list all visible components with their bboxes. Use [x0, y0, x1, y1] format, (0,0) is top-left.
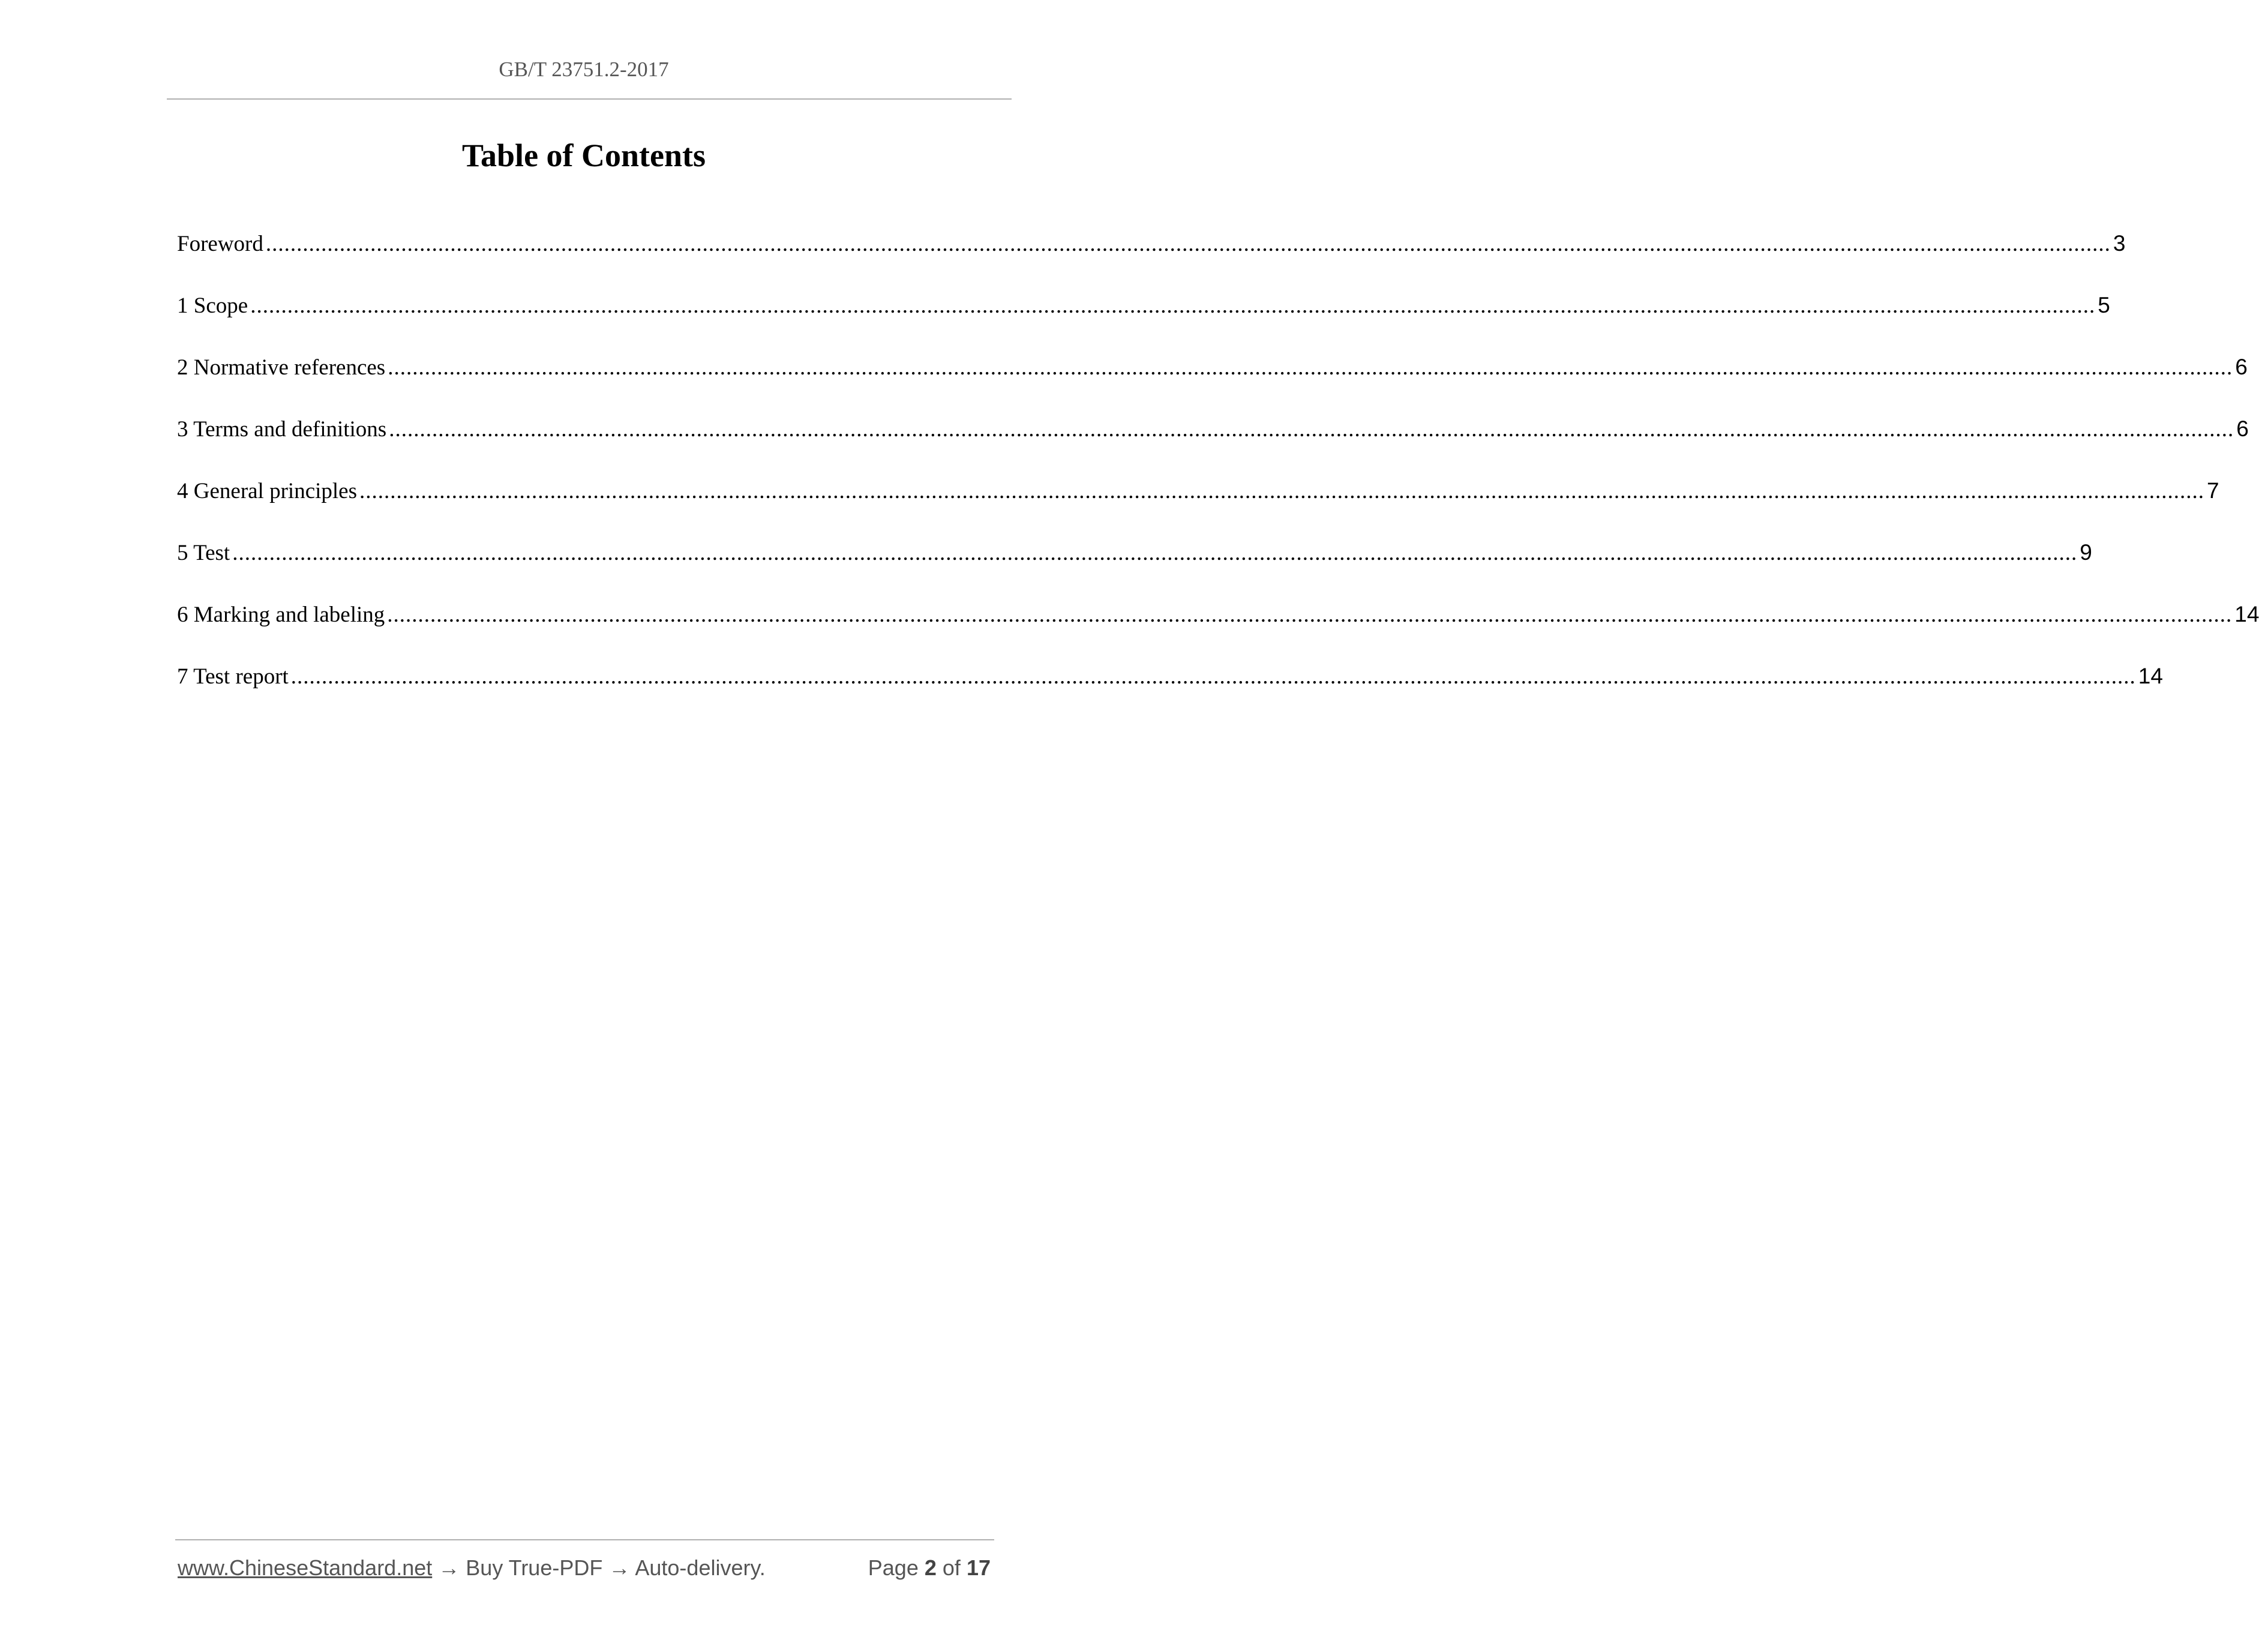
toc-entry-page: 6 [2236, 416, 2249, 441]
toc-entry-page: 3 [2113, 231, 2126, 256]
header-divider [167, 98, 1012, 100]
footer-promo [178, 1555, 766, 1581]
toc-entry-label: 5 Test [177, 541, 230, 565]
toc-entry-page: 5 [2098, 293, 2110, 317]
toc-entry-scope[interactable] [177, 293, 2110, 355]
toc-entry-test[interactable] [177, 540, 2092, 602]
page-word: Page [868, 1555, 919, 1580]
footer-divider [175, 1539, 994, 1540]
toc-dot-leader: ............................................................................................................................................................................................................................................................................................................ [250, 293, 2096, 318]
toc-entry-label: 3 Terms and definitions [177, 417, 387, 442]
toc-dot-leader: ............................................................................................................................................................................................................................................................................................................ [290, 664, 2136, 689]
website-link[interactable]: www.ChineseStandard.net [178, 1555, 433, 1580]
toc-entry-marking-labeling[interactable] [177, 602, 2259, 664]
page-footer [178, 1555, 991, 1581]
document-code-header: GB/T 23751.2-2017 [499, 58, 669, 81]
toc-dot-leader: ............................................................................................................................................................................................................................................................................................................ [387, 602, 2233, 627]
of-word: of [942, 1555, 961, 1580]
toc-entry-foreword[interactable] [177, 231, 2126, 293]
page-total-number: 17 [966, 1555, 991, 1580]
toc-dot-leader: ............................................................................................................................................................................................................................................................................................................ [359, 479, 2204, 503]
toc-entry-page: 14 [2234, 602, 2259, 626]
page-current-number: 2 [924, 1555, 937, 1580]
toc-entry-normative-references[interactable] [177, 355, 2248, 416]
toc-dot-leader: ............................................................................................................................................................................................................................................................................................................ [265, 232, 2111, 256]
toc-entry-general-principles[interactable] [177, 478, 2219, 540]
page-indicator [868, 1555, 991, 1581]
arrow-right-icon: → [438, 1555, 460, 1580]
toc-title: Table of Contents [461, 137, 706, 173]
toc-entry-label: 2 Normative references [177, 355, 386, 380]
toc-list [177, 231, 2259, 725]
arrow-right-icon: → [608, 1555, 631, 1580]
toc-entry-page: 9 [2080, 540, 2092, 565]
buy-true-pdf-text: Buy True-PDF [466, 1555, 603, 1580]
toc-entry-label: 7 Test report [177, 664, 289, 689]
toc-entry-page: 14 [2138, 664, 2163, 688]
toc-entry-test-report[interactable] [177, 664, 2163, 725]
toc-dot-leader: ............................................................................................................................................................................................................................................................................................................ [232, 541, 2078, 565]
toc-entry-label: 1 Scope [177, 293, 248, 318]
toc-entry-label: Foreword [177, 232, 263, 256]
toc-entry-page: 6 [2235, 355, 2248, 379]
toc-dot-leader: ............................................................................................................................................................................................................................................................................................................ [389, 417, 2234, 442]
toc-entry-label: 4 General principles [177, 479, 357, 503]
auto-delivery-text: Auto-delivery. [635, 1555, 766, 1580]
toc-entry-terms-definitions[interactable] [177, 416, 2249, 478]
toc-dot-leader: ............................................................................................................................................................................................................................................................................................................ [388, 355, 2233, 380]
toc-entry-page: 7 [2207, 478, 2219, 503]
toc-entry-label: 6 Marking and labeling [177, 602, 385, 627]
